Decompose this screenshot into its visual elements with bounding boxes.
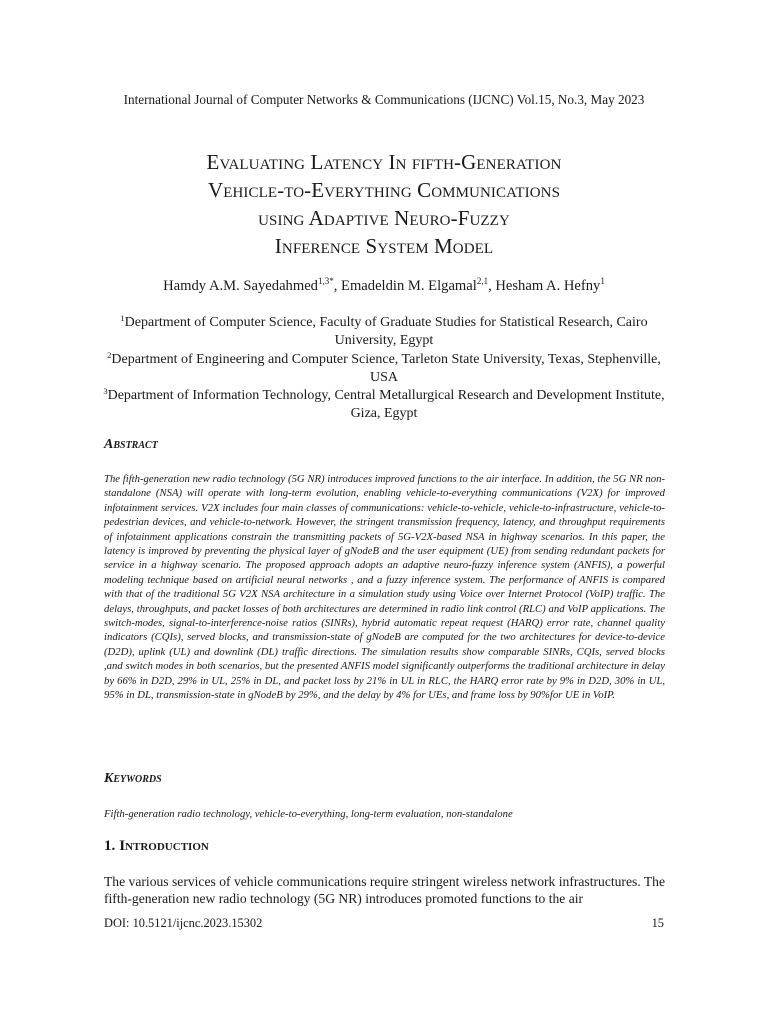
author-name: Hesham A. Hefny (495, 278, 601, 294)
abstract-text: The fifth-generation new radio technology (5G NR) introduces improved functions to the air interface. In addition, the 5G NR non-standalone (NSA) will operate with long-term evolution, enabling vehicle-to-everything communications (V2X) for improved infotainment services. V2X includes four main classes of communications: vehicle-to-vehicle, vehicle-to-infrastructure, vehicle-to-pedestrian devices, and vehicle-to-network. However, the stringent transmission frequency, latency, and throughput requirements of infotainment applications constrain the transmitting packets of 5G-V2X-based NSA in highway scenarios. In this paper, the latency is improved by preventing the physical layer of gNodeB and the user equipment (UE) from sending redundant packets for service in a highway scenario. The proposed approach adopts an adaptive neuro-fuzzy inference system (ANFIS), a powerful modeling technique based on artificial neural networks , and a fuzzy inference system. The performance of ANFIS is compared with that of the traditional 5G V2X NSA architecture in a simulation study using Voice over Internet Protocol (VoIP) traffic. The delays, throughputs, and packet losses of both architectures are determined in radio link control (RLC) and VoIP applications. The switch-modes, signal-to-interference-noise ratios (SINRs), hybrid automatic repeat request (HARQ) error rate, channel quality indicators (CQIs), served blocks, and transmission-state of gNodeB are computed for the two architectures for device-to-device (D2D), uplink (UL) and downlink (DL) traffic directions. The simulation results show comparable SINRs, CQIs, served blocks ,and switch modes in both scenarios, but the presented ANFIS model significantly outperforms the traditional architecture in delay by 66% in D2D, 29% in UL, 25% in DL, and packet loss by 21% in UL in RLC, the HARQ error rate by 9% in D2D, 30% in UL, 95% in DL, transmission-state in gNodeB by 29%, and the delay by 4% for UEs, and frame loss by 90%for UE in VoIP. (104, 473, 665, 702)
author-name: Emadeldin M. Elgamal (341, 278, 477, 294)
affiliation-text: Department of Engineering and Computer Science, Tarleton State University, Texas, Stephenville, USA (111, 351, 661, 385)
author-affil-mark: 1 (600, 276, 605, 286)
title-line: Evaluating Latency In fifth-Generation (206, 150, 562, 174)
introduction-heading (104, 838, 209, 855)
affiliation-text: Department of Information Technology, Central Metallurgical Research and Development Institute, Giza, Egypt (107, 388, 665, 422)
title-line: Inference System Model (274, 234, 494, 258)
affiliation (96, 351, 672, 388)
affiliation (96, 387, 672, 424)
affiliation-list (96, 314, 672, 424)
title-line: Vehicle-to-Everything Communications (207, 178, 561, 202)
author-separator: , (488, 278, 496, 294)
paper-title (80, 148, 688, 260)
abstract-heading: Abstract (104, 437, 158, 452)
section-title: Introduction (119, 838, 209, 854)
section-number: 1. (104, 838, 116, 854)
affiliation (96, 314, 672, 351)
author-list (0, 278, 768, 295)
doi-footer: DOI: 10.5121/ijcnc.2023.15302 (104, 916, 263, 930)
affiliation-text: Department of Computer Science, Faculty of Graduate Studies for Statistical Research, Cairo University, Egypt (124, 315, 648, 349)
page-number: 15 (651, 916, 664, 930)
keywords-text: Fifth-generation radio technology, vehicle-to-everything, long-term evaluation, non-standalone (104, 808, 513, 820)
affiliation-mark: 3 (103, 386, 108, 397)
affiliation-mark: 1 (120, 313, 125, 323)
author-name: Hamdy A.M. Sayedahmed (163, 278, 318, 294)
introduction-text: The various services of vehicle communications require stringent wireless network infrastructures. The fifth-generation new radio technology (5G NR) introduces promoted functions to the air (104, 874, 665, 906)
keywords-heading: Keywords (104, 771, 162, 786)
running-header: International Journal of Computer Networks & Communications (IJCNC) Vol.15, No.3, May 2023 (123, 92, 645, 107)
author-separator: , (333, 278, 342, 294)
author-affil-mark: 1,3* (317, 276, 334, 286)
affiliation-mark: 2 (107, 349, 112, 360)
title-line: using Adaptive Neuro-Fuzzy (258, 206, 510, 230)
author-affil-mark: 2,1 (476, 276, 489, 286)
